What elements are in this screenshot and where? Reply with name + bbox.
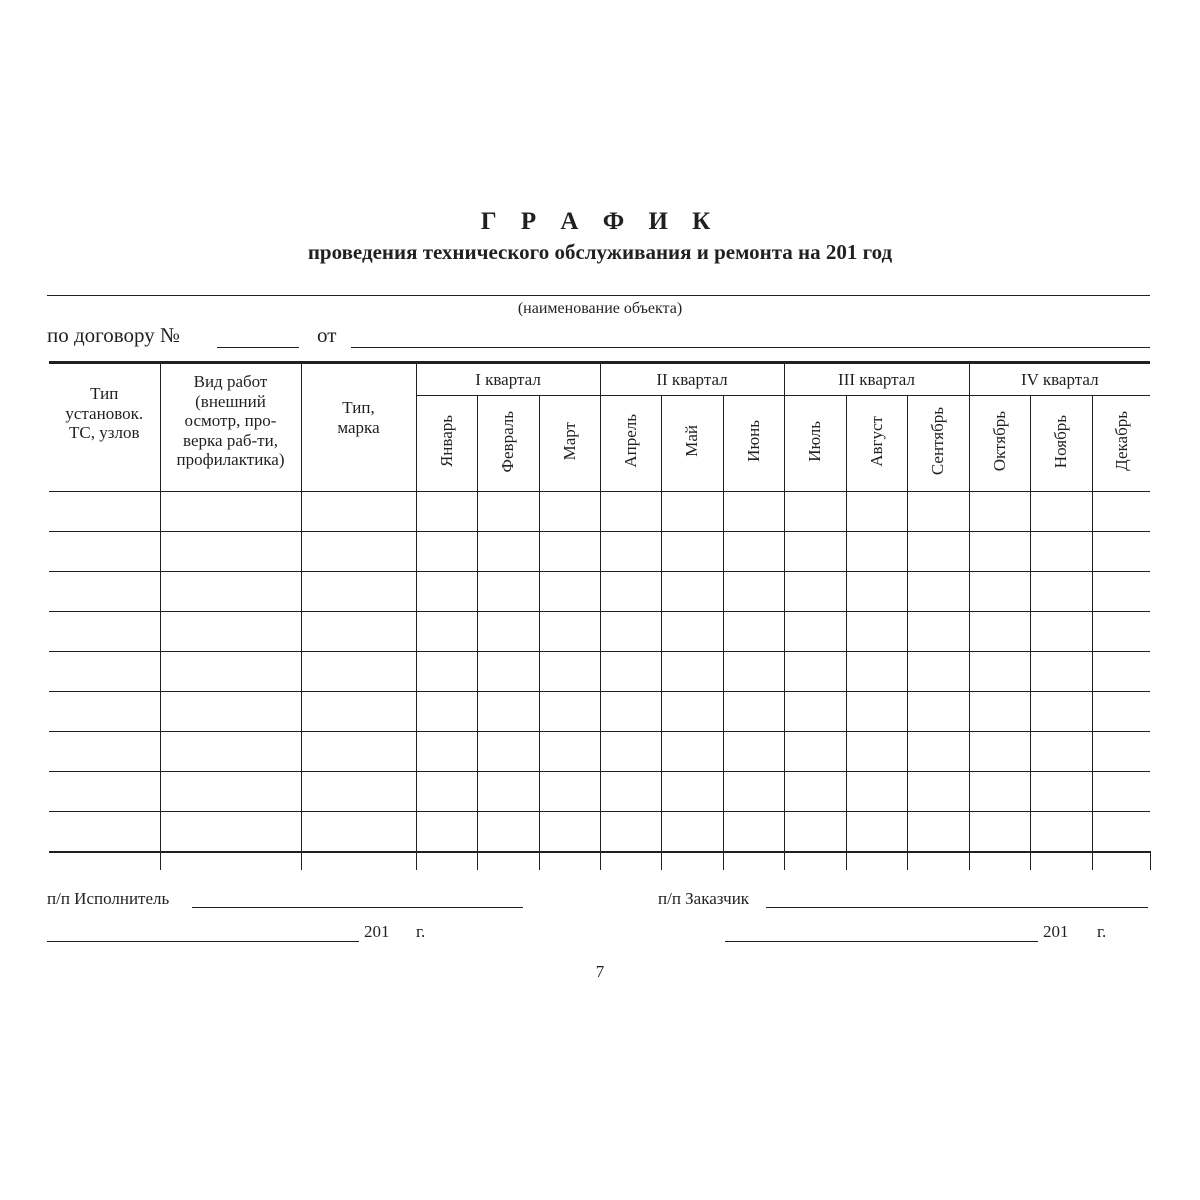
table-cell[interactable] bbox=[160, 692, 301, 732]
table-cell[interactable] bbox=[539, 732, 600, 772]
table-cell[interactable] bbox=[784, 772, 846, 812]
table-cell[interactable] bbox=[600, 532, 661, 572]
table-cell[interactable] bbox=[969, 812, 1030, 853]
header-quarter-1: I квартал bbox=[416, 363, 600, 396]
table-cell[interactable] bbox=[846, 732, 907, 772]
header-month: Июнь bbox=[723, 396, 784, 492]
table-cell bbox=[49, 852, 160, 870]
table-cell[interactable] bbox=[301, 652, 416, 692]
customer-year-suffix: г. bbox=[1097, 922, 1107, 941]
table-cell[interactable] bbox=[723, 732, 784, 772]
table-cell[interactable] bbox=[1092, 812, 1150, 853]
customer-signature-line[interactable] bbox=[766, 907, 1148, 908]
executor-date-line[interactable] bbox=[47, 941, 359, 942]
table-cell[interactable] bbox=[301, 492, 416, 532]
table-cell[interactable] bbox=[846, 572, 907, 612]
table-cell[interactable] bbox=[416, 612, 477, 652]
table-cell[interactable] bbox=[1030, 532, 1092, 572]
table-row bbox=[49, 692, 1150, 732]
table-cell[interactable] bbox=[301, 612, 416, 652]
table-cell[interactable] bbox=[1092, 532, 1150, 572]
header-month: Февраль bbox=[477, 396, 539, 492]
executor-year-suffix: г. bbox=[416, 922, 426, 941]
document-title: Г Р А Ф И К bbox=[480, 208, 720, 235]
header-month: Август bbox=[846, 396, 907, 492]
table-cell[interactable] bbox=[846, 532, 907, 572]
table-row bbox=[49, 652, 1150, 692]
header-month: Март bbox=[539, 396, 600, 492]
table-cell[interactable] bbox=[49, 732, 160, 772]
table-cell[interactable] bbox=[477, 732, 539, 772]
table-row bbox=[49, 492, 1150, 532]
contract-number-label: по договору № bbox=[47, 323, 181, 347]
table-cell[interactable] bbox=[846, 772, 907, 812]
table-cell bbox=[477, 852, 539, 870]
table-cell bbox=[539, 852, 600, 870]
table-cell[interactable] bbox=[907, 492, 969, 532]
table-cell[interactable] bbox=[784, 492, 846, 532]
header-month: Сентябрь bbox=[907, 396, 969, 492]
table-cell[interactable] bbox=[600, 652, 661, 692]
table-cell[interactable] bbox=[784, 812, 846, 853]
table-cell bbox=[661, 852, 723, 870]
table-row bbox=[49, 772, 1150, 812]
table-cell[interactable] bbox=[907, 652, 969, 692]
table-cell[interactable] bbox=[539, 492, 600, 532]
table-cell[interactable] bbox=[723, 812, 784, 853]
header-type-brand: Тип, марка bbox=[301, 363, 416, 492]
table-cell bbox=[1030, 852, 1092, 870]
table-cell[interactable] bbox=[907, 772, 969, 812]
table-cell[interactable] bbox=[1092, 772, 1150, 812]
table-cell[interactable] bbox=[600, 492, 661, 532]
table-cell[interactable] bbox=[49, 612, 160, 652]
table-cell[interactable] bbox=[301, 812, 416, 853]
table-cell[interactable] bbox=[661, 572, 723, 612]
table-tail-row bbox=[49, 852, 1150, 870]
table-cell[interactable] bbox=[969, 772, 1030, 812]
table-cell[interactable] bbox=[1030, 492, 1092, 532]
executor-year: 201 bbox=[364, 922, 390, 941]
table-cell[interactable] bbox=[969, 652, 1030, 692]
table-cell[interactable] bbox=[907, 572, 969, 612]
table-cell[interactable] bbox=[49, 532, 160, 572]
table-cell[interactable] bbox=[1030, 732, 1092, 772]
table-cell[interactable] bbox=[600, 572, 661, 612]
table-cell[interactable] bbox=[49, 692, 160, 732]
table-cell[interactable] bbox=[49, 812, 160, 853]
contract-number-field[interactable] bbox=[217, 347, 299, 348]
header-quarter-2: II квартал bbox=[600, 363, 784, 396]
table-cell[interactable] bbox=[160, 732, 301, 772]
table-cell[interactable] bbox=[846, 692, 907, 732]
table-cell[interactable] bbox=[1030, 652, 1092, 692]
header-month: Декабрь bbox=[1092, 396, 1150, 492]
table-cell[interactable] bbox=[600, 692, 661, 732]
header-month: Апрель bbox=[600, 396, 661, 492]
table-cell[interactable] bbox=[723, 692, 784, 732]
contract-row bbox=[47, 323, 1150, 353]
header-month: Октябрь bbox=[969, 396, 1030, 492]
table-cell[interactable] bbox=[661, 652, 723, 692]
table-cell[interactable] bbox=[539, 532, 600, 572]
table-cell bbox=[969, 852, 1030, 870]
table-cell[interactable] bbox=[477, 612, 539, 652]
table-cell bbox=[160, 852, 301, 870]
table-cell[interactable] bbox=[600, 812, 661, 853]
table-cell bbox=[416, 852, 477, 870]
header-work-type: Вид работ (внешний осмотр, про- верка раб-ти, профилактика) bbox=[160, 363, 301, 492]
table-cell[interactable] bbox=[416, 572, 477, 612]
table-cell[interactable] bbox=[784, 572, 846, 612]
page-number: 7 bbox=[595, 962, 605, 981]
table-cell[interactable] bbox=[160, 572, 301, 612]
table-cell bbox=[301, 852, 416, 870]
table-cell[interactable] bbox=[1030, 572, 1092, 612]
table-cell[interactable] bbox=[539, 812, 600, 853]
table-cell[interactable] bbox=[160, 612, 301, 652]
header-month: Май bbox=[661, 396, 723, 492]
table-cell[interactable] bbox=[661, 732, 723, 772]
table-cell[interactable] bbox=[600, 732, 661, 772]
table-cell[interactable] bbox=[477, 772, 539, 812]
table-cell[interactable] bbox=[907, 732, 969, 772]
table-cell[interactable] bbox=[661, 772, 723, 812]
table-cell[interactable] bbox=[301, 732, 416, 772]
table-cell[interactable] bbox=[907, 812, 969, 853]
table-cell[interactable] bbox=[539, 572, 600, 612]
contract-date-label: от bbox=[317, 323, 337, 347]
table-cell[interactable] bbox=[723, 532, 784, 572]
table-cell[interactable] bbox=[1030, 612, 1092, 652]
table-cell[interactable] bbox=[416, 692, 477, 732]
table-cell[interactable] bbox=[661, 692, 723, 732]
table-cell bbox=[784, 852, 846, 870]
table-cell[interactable] bbox=[1092, 692, 1150, 732]
table-cell[interactable] bbox=[661, 532, 723, 572]
executor-label: п/п Исполнитель bbox=[47, 889, 170, 908]
table-cell[interactable] bbox=[969, 532, 1030, 572]
header-month: Январь bbox=[416, 396, 477, 492]
table-cell[interactable] bbox=[416, 532, 477, 572]
table-cell[interactable] bbox=[723, 492, 784, 532]
table-cell[interactable] bbox=[784, 612, 846, 652]
table-cell[interactable] bbox=[160, 812, 301, 853]
table-cell[interactable] bbox=[723, 572, 784, 612]
table-cell[interactable] bbox=[1030, 692, 1092, 732]
table-cell[interactable] bbox=[969, 572, 1030, 612]
table-cell[interactable] bbox=[49, 652, 160, 692]
table-cell[interactable] bbox=[969, 732, 1030, 772]
table-cell[interactable] bbox=[723, 772, 784, 812]
table-cell[interactable] bbox=[416, 772, 477, 812]
table-cell[interactable] bbox=[160, 532, 301, 572]
table-cell[interactable] bbox=[539, 772, 600, 812]
table-cell[interactable] bbox=[539, 692, 600, 732]
table-cell[interactable] bbox=[1092, 732, 1150, 772]
table-body bbox=[49, 492, 1150, 871]
table-cell[interactable] bbox=[969, 692, 1030, 732]
table-cell[interactable] bbox=[784, 732, 846, 772]
table-cell[interactable] bbox=[416, 492, 477, 532]
table-cell bbox=[846, 852, 907, 870]
object-name-line bbox=[47, 295, 1150, 296]
table-cell[interactable] bbox=[1092, 492, 1150, 532]
maintenance-schedule-table bbox=[49, 361, 1151, 870]
table-cell[interactable] bbox=[416, 652, 477, 692]
table-cell[interactable] bbox=[301, 772, 416, 812]
table-cell[interactable] bbox=[416, 812, 477, 853]
table-cell[interactable] bbox=[784, 652, 846, 692]
table-cell[interactable] bbox=[1030, 812, 1092, 853]
table-cell[interactable] bbox=[723, 652, 784, 692]
table-cell[interactable] bbox=[661, 812, 723, 853]
table-cell[interactable] bbox=[907, 532, 969, 572]
table-cell[interactable] bbox=[301, 532, 416, 572]
table-cell[interactable] bbox=[477, 652, 539, 692]
table-cell[interactable] bbox=[301, 692, 416, 732]
table-cell[interactable] bbox=[661, 492, 723, 532]
table-cell bbox=[907, 852, 969, 870]
table-cell[interactable] bbox=[969, 492, 1030, 532]
table-cell bbox=[1092, 852, 1150, 870]
table-cell bbox=[723, 852, 784, 870]
table-cell[interactable] bbox=[160, 652, 301, 692]
table-cell[interactable] bbox=[477, 492, 539, 532]
table-cell bbox=[600, 852, 661, 870]
object-name-caption: (наименование объекта) bbox=[517, 300, 683, 317]
table-cell[interactable] bbox=[49, 492, 160, 532]
table-cell[interactable] bbox=[1092, 612, 1150, 652]
customer-year: 201 bbox=[1043, 922, 1069, 941]
table-cell[interactable] bbox=[477, 692, 539, 732]
executor-signature-line[interactable] bbox=[192, 907, 523, 908]
header-month: Ноябрь bbox=[1030, 396, 1092, 492]
table-cell[interactable] bbox=[846, 612, 907, 652]
customer-label: п/п Заказчик bbox=[658, 889, 750, 908]
table-cell[interactable] bbox=[1092, 652, 1150, 692]
table-row bbox=[49, 812, 1150, 853]
contract-date-field[interactable] bbox=[351, 347, 1150, 348]
table-cell[interactable] bbox=[301, 572, 416, 612]
table-row bbox=[49, 612, 1150, 652]
table-cell[interactable] bbox=[907, 692, 969, 732]
table-cell[interactable] bbox=[416, 732, 477, 772]
header-installation-type: Тип установок. ТС, узлов bbox=[49, 363, 160, 492]
header-month: Июль bbox=[784, 396, 846, 492]
table-cell[interactable] bbox=[160, 772, 301, 812]
header-quarter-4: IV квартал bbox=[969, 363, 1150, 396]
header-quarter-3: III квартал bbox=[784, 363, 969, 396]
table-cell[interactable] bbox=[784, 532, 846, 572]
table-cell[interactable] bbox=[477, 572, 539, 612]
table-cell[interactable] bbox=[969, 612, 1030, 652]
table-cell[interactable] bbox=[600, 612, 661, 652]
table-row bbox=[49, 732, 1150, 772]
table-cell[interactable] bbox=[846, 812, 907, 853]
table-cell[interactable] bbox=[600, 772, 661, 812]
table-cell[interactable] bbox=[723, 612, 784, 652]
table-cell[interactable] bbox=[539, 652, 600, 692]
table-cell[interactable] bbox=[661, 612, 723, 652]
table-cell[interactable] bbox=[846, 492, 907, 532]
table-cell[interactable] bbox=[49, 772, 160, 812]
table-cell[interactable] bbox=[1030, 772, 1092, 812]
document-subtitle: проведения технического обслуживания и ремонта на 201 год bbox=[307, 240, 893, 264]
table-cell[interactable] bbox=[160, 492, 301, 532]
table-cell[interactable] bbox=[907, 612, 969, 652]
customer-date-line[interactable] bbox=[725, 941, 1038, 942]
table-cell[interactable] bbox=[539, 612, 600, 652]
table-header-row-quarters bbox=[49, 363, 1150, 396]
table-cell[interactable] bbox=[49, 572, 160, 612]
table-cell[interactable] bbox=[477, 812, 539, 853]
table-cell[interactable] bbox=[784, 692, 846, 732]
table-row bbox=[49, 532, 1150, 572]
table-row bbox=[49, 572, 1150, 612]
table-cell[interactable] bbox=[846, 652, 907, 692]
table-cell[interactable] bbox=[477, 532, 539, 572]
table-cell[interactable] bbox=[1092, 572, 1150, 612]
